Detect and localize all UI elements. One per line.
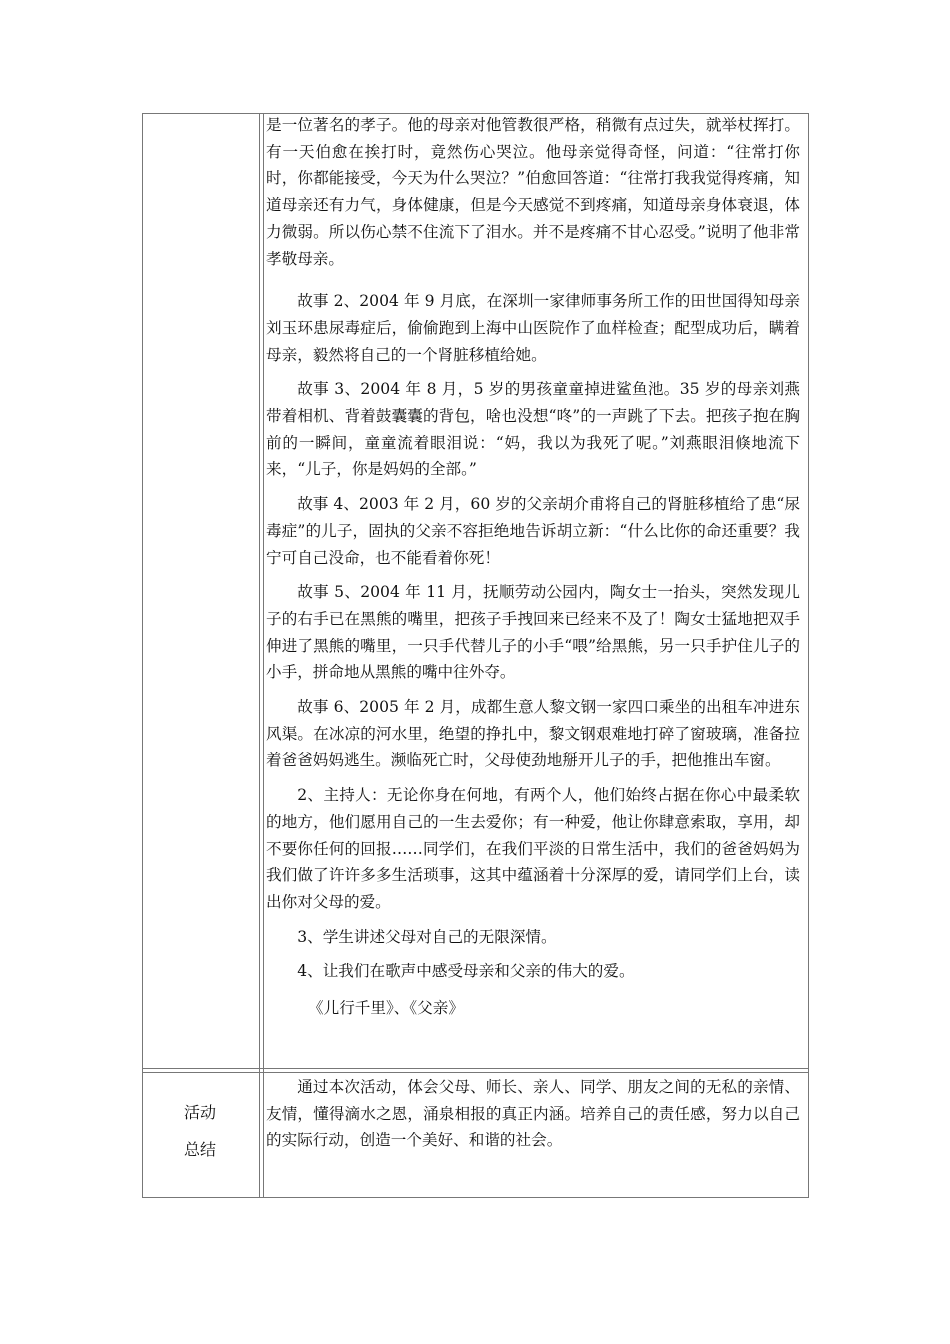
row-divider [142, 1068, 809, 1069]
row-divider-inner [142, 1072, 809, 1073]
summary-label-line1: 活动 [183, 1103, 216, 1122]
story-4: 故事 4、2003 年 2 月，60 岁的父亲胡介甫将自己的肾脏移植给了患“尿毒症”的儿子，固执的父亲不容拒绝地告诉胡立新：“什么比你的命还重要？我宁可自己没命，也不能看着你死！ [266, 495, 800, 567]
story-3: 故事 3、2004 年 8 月，5 岁的男孩童童掉进鲨鱼池。35 岁的母亲刘燕带着相机、背着鼓囊囊的背包，啥也没想“咚”的一声跳了下去。把孩子抱在胸前的一瞬间，童童流着眼泪说：“妈，我以为我死了呢。”刘燕眼泪倏地流下来，“儿子，你是妈妈的全部。” [266, 380, 800, 479]
song-titles: 《儿行千里》、《父亲》 [308, 999, 464, 1018]
summary-content [266, 1074, 800, 1154]
summary-text: 通过本次活动，体会父母、师长、亲人、同学、朋友之间的无私的亲情、友情，懂得滴水之恩，涌泉相报的真正内涵。培养自己的责任感，努力以自己的实际行动，创造一个美好、和谐的社会。 [266, 1078, 800, 1150]
host-speech: 2、主持人：无论你身在何地，有两个人，他们始终占据在你心中最柔软的地方，他们愿用自己的一生去爱你；有一种爱，他让你肆意索取，享用，却不要你任何的回报……同学们，在我们平淡的日常生活中，我们的爸爸妈妈为我们做了许许多多生活琐事，这其中蕴涵着十分深厚的爱，请同学们上台，读出你对父母的爱。 [266, 786, 800, 911]
column-divider-inner [263, 113, 264, 1198]
story-6: 故事 6、2005 年 2 月，成都生意人黎文钢一家四口乘坐的出租车冲进东风渠。在冰凉的河水里，绝望的挣扎中，黎文钢艰难地打碎了窗玻璃，准备拉着爸爸妈妈逃生。濒临死亡时，父母使劲地掰开儿子的手，把他推出车窗。 [266, 698, 800, 770]
column-divider [259, 113, 260, 1198]
step-4: 4、让我们在歌声中感受母亲和父亲的伟大的爱。 [297, 962, 635, 981]
story-5: 故事 5、2004 年 11 月，抚顺劳动公园内，陶女士一抬头，突然发现儿子的右手已在黑熊的嘴里，把孩子手拽回来已经来不及了！陶女士猛地把双手伸进了黑熊的嘴里，一只手代替儿子的小手“喂”给黑熊，另一只手护住儿子的小手，拼命地从黑熊的嘴中往外夺。 [266, 583, 800, 682]
summary-label-line2: 总结 [183, 1140, 216, 1159]
activity-content [266, 112, 800, 1022]
story-2: 故事 2、2004 年 9 月底，在深圳一家律师事务所工作的田世国得知母亲刘玉环患尿毒症后，偷偷跑到上海中山医院作了血样检查；配型成功后，瞒着母亲，毅然将自己的一个肾脏移植给她。 [266, 292, 800, 364]
step-3: 3、学生讲述父母对自己的无限深情。 [297, 927, 557, 946]
story-1-continuation: 是一位著名的孝子。他的母亲对他管教很严格，稍微有点过失，就举杖挥打。有一天伯愈在挨打时，竟然伤心哭泣。他母亲觉得奇怪，问道：“往常打你时，你都能接受，今天为什么哭泣？”伯愈回答道：“往常打我我觉得疼痛，知道母亲还有力气，身体健康，但是今天感觉不到疼痛，知道母亲身体衰退，体力微弱。所以伤心禁不住流下了泪水。并不是疼痛不甘心忍受。”说明了他非常孝敬母亲。 [266, 116, 800, 268]
